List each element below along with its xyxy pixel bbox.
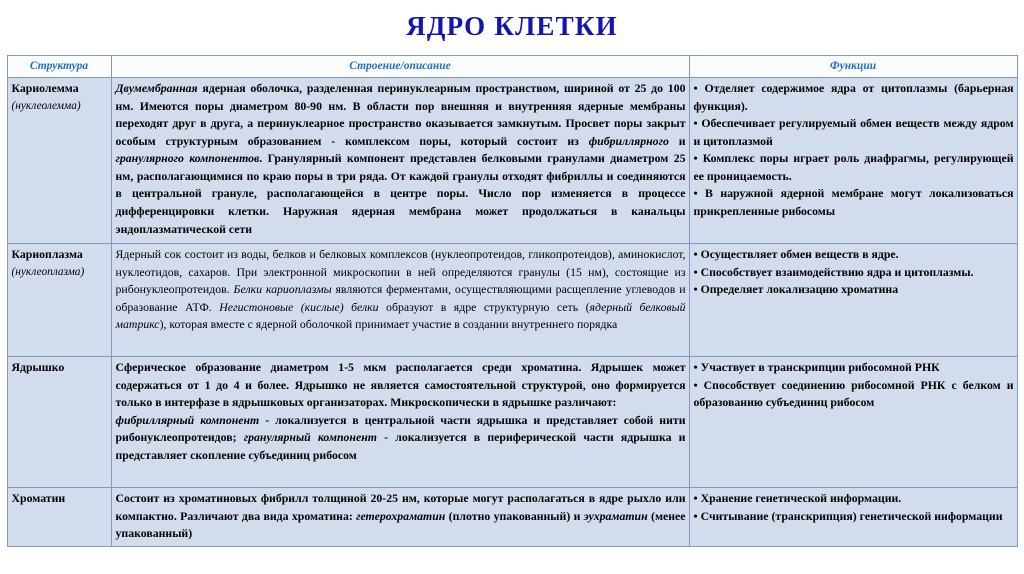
cell-structure	[7, 488, 111, 547]
table-row	[7, 357, 1017, 488]
function-text: Определяет локализацию хроматина	[700, 282, 899, 297]
cell-description	[111, 244, 689, 357]
function-item	[694, 185, 1014, 220]
description-paragraph: Сферическое образование диаметром 1-5 мкм располагается среди хроматина. Ядрышек может содержаться от 1 до 4 и более. Ядрышко не является самостоятельной структурой, оно формируется только в интерфазе в ядрышковых организаторах. Микроскопически в ядрышке различают:	[115, 360, 686, 410]
functions-list	[694, 246, 1014, 299]
function-text: Способствует взаимодействию ядра и цитоплазмы.	[700, 264, 974, 279]
bullet-icon: •	[693, 282, 701, 297]
bullet-icon: •	[693, 360, 701, 374]
function-text: Обеспечивает регулируемый обмен веществ между ядром и цитоплазмой	[693, 116, 1014, 148]
cell-functions	[689, 357, 1017, 488]
table-row	[7, 78, 1017, 244]
function-text: Хранение генетической информации.	[700, 491, 902, 505]
bullet-icon: •	[693, 247, 701, 261]
description-paragraph: Ядерный сок состоит из воды, белков и белковых комплексов (нуклеопротеидов, гликопротеидов), аминокислот, нуклеотидов, сахаров. При электронной микроскопии в ней определяются гранулы (15 нм), состоящие из рибонуклеопротеидов. Белки кариоплазмы являются ферментами, осуществляющими расщепление углеводов и образование АТФ. Негистоновые (кислые) белки образуют в ядре структурную сеть (ядерный белковый матрикс), которая вместе с ядерной оболочкой принимает участие в создании внутреннего порядка	[115, 247, 686, 332]
description-paragraph: Двумембранная ядерная оболочка, разделенная перинуклеарным пространством, шириной от 25 до 100 нм. Имеются поры диаметром 80-90 нм. В области пор внешняя и внутренняя ядерные мембраны переходят друг в друга, а перинуклеарное пространство оказывается замкнутым. Просвет поры закрыт особым структурным образованием - комплексом поры, который состоит из фибриллярного и гранулярного компонентов. Гранулярный компонент представлен белковыми гранулами диаметром 25 нм, располагающимися по краю поры в три ряда. От каждой гранулы отходят фибриллы и соединяются в центральной грануле, располагающейся в центре поры. Число пор изменяется в процессе дифференцировки клетки. Наружная ядерная мембрана может продолжаться в канальцы эндоплазматической сети	[115, 81, 686, 236]
cell-structure	[7, 357, 111, 488]
nucleus-structure-table	[7, 55, 1018, 547]
structure-alt-name: (нуклеоплазма)	[11, 265, 85, 278]
function-item	[694, 377, 1014, 412]
table-header	[7, 56, 1017, 78]
bullet-icon: •	[693, 508, 701, 523]
column-header-structure: Структура	[7, 56, 111, 78]
structure-name: Кариоплазма	[11, 247, 83, 261]
functions-list	[694, 80, 1014, 221]
cell-functions	[689, 244, 1017, 357]
cell-structure	[7, 78, 111, 244]
bullet-icon: •	[693, 151, 703, 166]
cell-functions	[689, 488, 1017, 547]
functions-list	[694, 359, 1014, 412]
table-header-row	[7, 56, 1017, 78]
structure-name: Кариолемма	[11, 81, 79, 95]
function-item	[694, 264, 1014, 282]
table-row	[7, 244, 1017, 357]
cell-description	[111, 357, 689, 488]
description-paragraph: фибриллярный компонент - локализуется в центральной части ядрышка и представляет собой нити рибонуклеопротеидов; гранулярный компонент - локализуется в периферической части ядрышка и представляет скопление субъединиц рибосом	[115, 412, 686, 462]
function-item	[694, 246, 1014, 264]
function-item	[694, 490, 1014, 508]
cell-functions	[689, 78, 1017, 244]
function-text: Комплекс поры играет роль диафрагмы, регулирующей ее проницаемость.	[693, 151, 1014, 183]
table-row	[7, 488, 1017, 547]
function-text: Способствует соединению рибосомной РНК с белком и образованию субъединиц рибосом	[693, 377, 1014, 410]
function-text: Отделяет содержимое ядра от цитоплазмы (барьерная функция).	[693, 81, 1014, 113]
function-item	[694, 281, 1014, 299]
structure-alt-name: (нуклеолемма)	[11, 99, 81, 112]
bullet-icon: •	[693, 377, 704, 392]
table-body	[7, 78, 1017, 547]
function-item	[694, 508, 1014, 526]
page-title: ЯДРО КЛЕТКИ	[406, 11, 618, 41]
bullet-icon: •	[693, 264, 701, 279]
function-text: Осуществляет обмен веществ в ядре.	[700, 247, 899, 261]
description-paragraph: Состоит из хроматиновых фибрилл толщиной 20-25 нм, которые могут располагаться в ядре рыхло или компактно. Различают два вида хроматина: гетерохраматин (плотно упакованный) и эухраматин (менее упакованный)	[115, 491, 686, 541]
structure-name: Хроматин	[11, 491, 66, 505]
function-item	[694, 115, 1014, 150]
bullet-icon: •	[693, 81, 705, 95]
function-item	[694, 150, 1014, 185]
function-text: Считывание (транскрипция) генетической информации	[700, 508, 1003, 523]
function-text: Участвует в транскрипции рибосомной РНК	[700, 360, 940, 374]
bullet-icon: •	[693, 491, 701, 505]
function-item	[694, 359, 1014, 377]
structure-name: Ядрышко	[11, 360, 65, 374]
cell-description	[111, 488, 689, 547]
bullet-icon: •	[693, 116, 702, 131]
bullet-icon: •	[693, 186, 706, 201]
functions-list	[694, 490, 1014, 525]
function-text: В наружной ядерной мембране могут локализоваться прикрепленные рибосомы	[693, 186, 1014, 218]
cell-description	[111, 78, 689, 244]
cell-structure	[7, 244, 111, 357]
function-item	[694, 80, 1014, 115]
column-header-description: Строение/описание	[111, 56, 689, 78]
column-header-functions: Функции	[689, 56, 1017, 78]
